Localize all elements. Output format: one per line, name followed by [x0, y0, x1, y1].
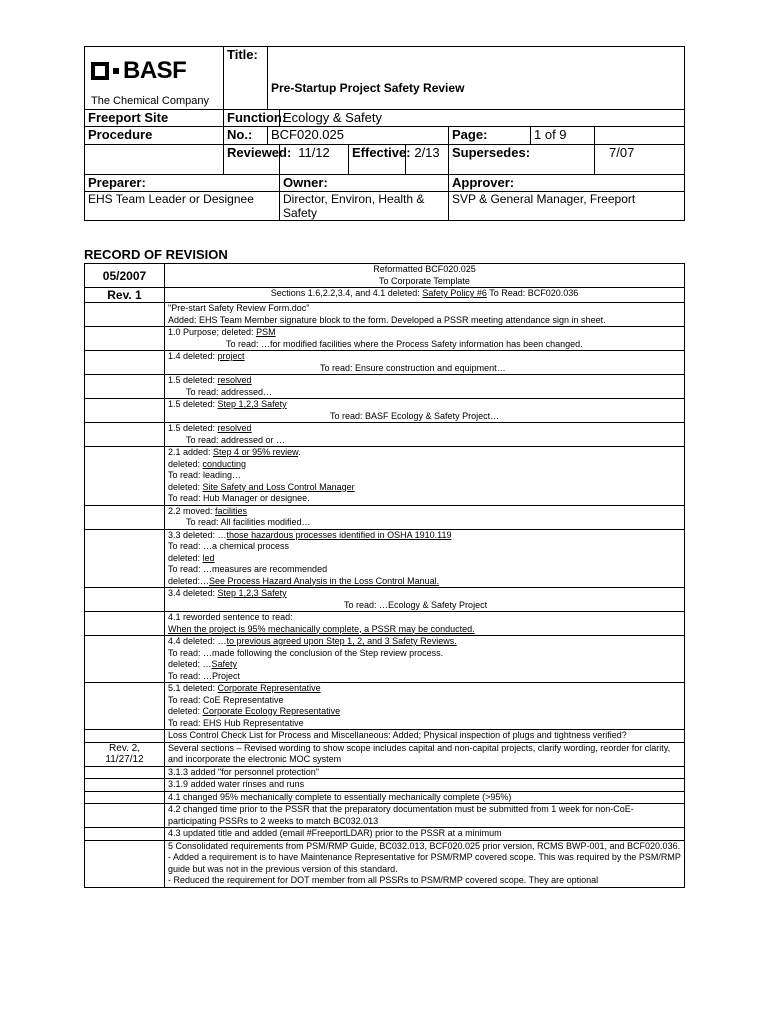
revision-text: 5.1 deleted:	[168, 683, 218, 693]
table-row	[85, 840, 685, 887]
revision-text: 1.4 deleted:	[168, 351, 218, 361]
revision-text: To read: Hub Manager or designee.	[168, 493, 310, 503]
table-row	[85, 791, 685, 804]
revision-text: Corporate Representative	[217, 683, 321, 693]
effective-date: 2/13	[406, 145, 449, 175]
revision-text: 4.2 changed time prior to the PSSR that the preparatory documentation must be submitted from 1 week for non-CoE-participating PSSRs to 2 weeks to match BC032.013	[168, 804, 634, 826]
table-row	[85, 828, 685, 841]
revision-text: Step 1,2,3 Safety	[217, 399, 287, 409]
revision-text: conducting	[202, 458, 247, 469]
revision-text: - Reduced the requirement for DOT member from all PSSRs to PSM/RMP covered scope. They are optional	[168, 875, 599, 885]
revision-text: facilities	[215, 505, 248, 516]
table-row	[85, 636, 685, 683]
revision-text: 4.4 deleted: …	[168, 636, 227, 646]
revision-text: To read: EHS Hub Representative	[168, 717, 304, 728]
logo-cell	[85, 47, 224, 110]
revision-text: See Process Hazard Analysis in the Loss Control Manual.	[209, 575, 440, 586]
table-row	[85, 303, 685, 327]
table-row	[85, 264, 685, 288]
revision-text: to previous agreed upon Step 1, 2, and 3 Safety Reviews.	[226, 636, 457, 646]
revision-text: led	[202, 552, 215, 563]
revision-text: deleted: …	[168, 659, 212, 669]
revision-number: Rev. 2,	[109, 742, 140, 754]
revision-text: resolved	[217, 423, 252, 433]
table-row	[85, 766, 685, 779]
owner-value: Director, Environ, Health & Safety	[280, 192, 449, 221]
revision-date: 11/27/12	[105, 754, 144, 765]
table-row	[85, 505, 685, 529]
revision-text: project	[217, 351, 245, 361]
logo-subtitle: The Chemical Company	[91, 95, 209, 107]
revision-text: deleted:	[168, 458, 203, 469]
revision-text: .	[298, 447, 301, 457]
site-name: Freeport Site	[85, 110, 224, 127]
revision-number: Rev. 1	[85, 288, 165, 303]
revision-text: Loss Control Check List for Process and Miscellaneous: Added; Physical inspection of plugs and tightness verified?	[168, 730, 627, 740]
table-row	[85, 399, 685, 423]
table-row	[85, 730, 685, 743]
revision-text: To read: …made following the conclusion of the Step review process.	[168, 647, 444, 658]
number-label: No.:	[224, 127, 268, 145]
function-label: Function:	[224, 110, 280, 127]
preparer-label: Preparer:	[85, 175, 280, 192]
revision-text: To read: …Ecology & Safety Project	[344, 599, 488, 610]
revision-text: To read: CoE Representative	[168, 694, 284, 705]
table-row	[85, 612, 685, 636]
record-of-revision-title: RECORD OF REVISION	[84, 247, 228, 262]
title-label: Title:	[227, 47, 258, 62]
revision-text: 1.5 deleted:	[168, 399, 218, 409]
revision-text: Safety	[211, 659, 238, 669]
revision-text: - Added a requirement is to have Maintenance Representative for PSM/RMP covered scope. This was required by the PSM/RMP guide but was not in the previous version of this standard.	[168, 852, 681, 874]
function-value: Ecology & Safety	[280, 110, 685, 127]
revision-text: 4.1 changed 95% mechanically complete to essentially mechanically complete (>95%)	[168, 791, 512, 802]
effective-label: Effective:	[349, 145, 406, 175]
table-row	[85, 683, 685, 730]
revision-text: To read: …for modified facilities where the Process Safety information has been changed.	[226, 338, 583, 349]
approver-label: Approver:	[449, 175, 685, 192]
revision-text: When the project is 95% mechanically complete, a PSSR may be conducted.	[168, 623, 475, 634]
revision-date: 05/2007	[85, 264, 165, 288]
logo-word: BASF	[123, 57, 187, 84]
revision-table	[84, 263, 685, 888]
supersedes-label: Supersedes:	[449, 145, 595, 175]
revision-text: To Corporate Template	[379, 275, 470, 286]
reviewed-label: Reviewed:	[224, 145, 280, 175]
page-label: Page:	[449, 127, 531, 145]
owner-label: Owner:	[280, 175, 449, 192]
revision-text: To read: …Project	[168, 670, 241, 681]
revision-text: Safety Policy #6	[422, 288, 487, 298]
revision-text: 3.4 deleted:	[168, 588, 218, 598]
revision-text: "Pre-start Safety Review Form.doc"	[168, 303, 310, 313]
table-row	[85, 351, 685, 375]
revision-text: To Read: BCF020.036	[486, 288, 579, 298]
revision-text: 4.1 reworded sentence to read:	[168, 612, 293, 622]
procedure-label: Procedure	[85, 127, 224, 145]
revision-text: PSM	[256, 327, 276, 337]
revision-text: Sections 1.6,2.2,3.4, and 4.1 deleted:	[270, 288, 423, 298]
revision-text: resolved	[217, 375, 252, 385]
revision-text: To read: All facilities modified…	[186, 517, 311, 527]
table-row	[85, 529, 685, 588]
revision-text: 4.3 updated title and added (email #FreeportLDAR) prior to the PSSR at a minimum	[168, 828, 502, 838]
basf-logo	[91, 57, 187, 84]
revision-text: Added: EHS Team Member signature block to the form. Developed a PSSR meeting attendance sign in sheet.	[168, 314, 606, 325]
revision-text: 2.1 added:	[168, 447, 214, 457]
revision-text: deleted:…	[168, 575, 210, 586]
revision-text: To read: addressed…	[186, 386, 273, 397]
revision-text: deleted:	[168, 481, 203, 492]
revision-text: 3.1.9 added water rinses and runs	[168, 779, 305, 789]
reviewed-date: 11/12	[280, 145, 349, 175]
table-row	[85, 804, 685, 828]
revision-text: deleted:	[168, 706, 203, 716]
revision-text: Site Safety and Loss Control Manager	[202, 481, 355, 492]
table-row	[85, 588, 685, 612]
preparer-value: EHS Team Leader or Designee	[85, 192, 280, 221]
revision-text: 1.5 deleted:	[168, 423, 218, 433]
revision-text: 1.0 Purpose; deleted:	[168, 327, 257, 337]
revision-text: 2.2 moved:	[168, 505, 216, 516]
revision-text: 3.3 deleted: …	[168, 529, 227, 540]
revision-text: Several sections – Revised wording to show scope includes capital and non-capital projects, clarify wording, reorder for clarity, and incorporate the electronic MOC system	[168, 742, 671, 764]
revision-text: 3.1.3 added "for personnel protection"	[168, 766, 319, 777]
page-number: 1 of 9	[531, 127, 595, 145]
table-row	[85, 327, 685, 351]
supersedes-date: 7/07	[595, 145, 685, 175]
revision-text: To read: …a chemical process	[168, 541, 290, 551]
revision-text: 5 Consolidated requirements from PSM/RMP Guide, BC032.013, BCF020.025 prior version, RCMS BWP-001, and BCF020.036.	[168, 840, 681, 851]
approver-value: SVP & General Manager, Freeport	[449, 192, 685, 221]
table-row	[85, 423, 685, 447]
document-number: BCF020.025	[268, 127, 449, 145]
document-title: Pre-Startup Project Safety Review	[268, 47, 685, 110]
table-row	[85, 779, 685, 792]
table-row	[85, 447, 685, 506]
revision-text: Step 4 or 95% review	[213, 447, 299, 457]
revision-text: Reformatted BCF020.025	[373, 264, 476, 274]
revision-text: deleted:	[168, 552, 203, 563]
revision-text: Step 1,2,3 Safety	[217, 588, 287, 598]
revision-text: Corporate Ecology Representative	[202, 706, 341, 716]
table-row	[85, 742, 685, 766]
revision-text: To read: …measures are recommended	[168, 564, 328, 574]
revision-text: 1.5 deleted:	[168, 375, 218, 385]
document-header	[84, 46, 685, 221]
table-row	[85, 375, 685, 399]
revision-text: those hazardous processes identified in OSHA 1910.119	[226, 529, 452, 540]
revision-text: To read: leading…	[168, 470, 242, 480]
table-row	[85, 288, 685, 303]
revision-text: To read: BASF Ecology & Safety Project…	[330, 410, 500, 421]
revision-text: To read: Ensure construction and equipment…	[320, 362, 506, 373]
revision-text: To read: addressed or …	[186, 434, 286, 445]
